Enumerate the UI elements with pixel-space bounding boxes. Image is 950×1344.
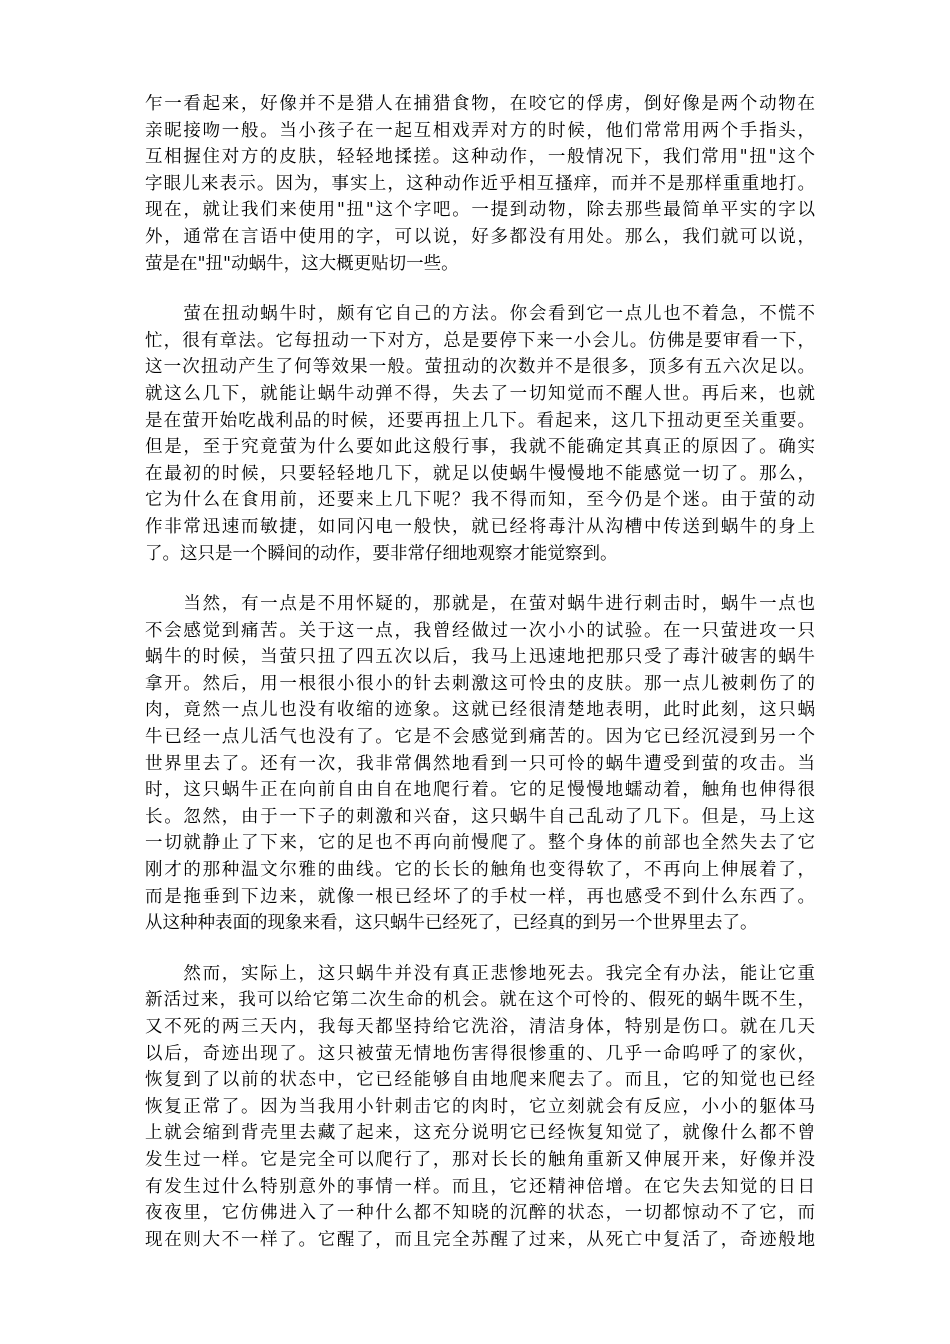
text-line: 以后，奇迹出现了。这只被萤无情地伤害得很惨重的、几乎一命呜呼了的家伙， <box>145 1043 815 1064</box>
document-page <box>145 91 815 1253</box>
text-line: 拿开。然后，用一根很小很小的针去刺激这可怜虫的皮肤。那一点儿被刺伤了的 <box>145 673 815 694</box>
text-line: 它为什么在食用前，还要来上几下呢？我不得而知，至今仍是个迷。由于萤的动 <box>145 490 815 511</box>
text-line: 了。这只是一个瞬间的动作，要非常仔细地观察才能觉察到。 <box>145 543 618 564</box>
paragraph-gap <box>145 277 815 301</box>
text-line: 长。忽然，由于一下子的刺激和兴奋，这只蜗牛自己乱动了几下。但是，马上这 <box>145 806 815 827</box>
text-line: 恢复到了以前的状态中，它已经能够自由地爬来爬去了。而且，它的知觉也已经 <box>145 1070 815 1091</box>
text-line: 新活过来，我可以给它第二次生命的机会。就在这个可怜的、假死的蜗牛既不生， <box>145 990 815 1011</box>
text-line: 但是，至于究竟萤为什么要如此这般行事，我就不能确定其真正的原因了。确实 <box>145 437 815 458</box>
text-line: 世界里去了。还有一次，我非常偶然地看到一只可怜的蜗牛遭受到萤的攻击。当 <box>145 753 815 774</box>
text-line: 然而，实际上，这只蜗牛并没有真正悲惨地死去。我完全有办法，能让它重 <box>145 963 815 984</box>
text-line: 发生过一样。它是完全可以爬行了，那对长长的触角重新又伸展开来，好像并没 <box>145 1149 815 1170</box>
text-line: 在最初的时候，只要轻轻地几下，就足以使蜗牛慢慢地不能感觉一切了。那么， <box>145 463 815 484</box>
paragraph-gap <box>145 567 815 591</box>
text-line: 从这种种表面的现象来看，这只蜗牛已经死了，已经真的到另一个世界里去了。 <box>145 913 758 934</box>
text-line: 萤在扭动蜗牛时，颇有它自己的方法。你会看到它一点儿也不着急，不慌不 <box>145 304 815 325</box>
text-line: 肉，竟然一点儿也没有收缩的迹象。这就已经很清楚地表明，此时此刻，这只蜗 <box>145 700 815 721</box>
text-line: 现在则大不一样了。它醒了，而且完全苏醒了过来，从死亡中复活了，奇迹般地 <box>145 1229 815 1250</box>
paragraph-2 <box>145 301 815 567</box>
text-line: 字眼儿来表示。因为，事实上，这种动作近乎相互搔痒，而并不是那样重重地打。 <box>145 173 815 194</box>
text-line: 夜夜里，它仿佛进入了一种什么都不知晓的沉醉的状态，一切都惊动不了它，而 <box>145 1203 815 1224</box>
paragraph-3 <box>145 591 815 937</box>
text-line: 亲昵接吻一般。当小孩子在一起互相戏弄对方的时候，他们常常用两个手指头， <box>145 120 815 141</box>
text-line: 互相握住对方的皮肤，轻轻地揉搓。这种动作，一般情况下，我们常用"扭"这个 <box>145 147 815 168</box>
text-line: 又不死的两三天内，我每天都坚持给它洗浴，清洁身体，特别是伤口。就在几天 <box>145 1017 815 1037</box>
text-line: 一切就静止了下来，它的足也不再向前慢爬了。整个身体的前部也全然失去了它 <box>145 833 815 854</box>
text-line: 不会感觉到痛苦。关于这一点，我曾经做过一次小小的试验。在一只萤进攻一只 <box>145 620 815 641</box>
text-line: 就这么几下，就能让蜗牛动弹不得，失去了一切知觉而不醒人世。再后来，也就 <box>145 383 815 404</box>
text-line: 蜗牛的时候，当萤只扭了四五次以后，我马上迅速地把那只受了毒汁破害的蜗牛 <box>145 647 815 668</box>
text-line: 萤是在"扭"动蜗牛，这大概更贴切一些。 <box>145 253 459 274</box>
text-line: 上就会缩到背壳里去藏了起来，这充分说明它已经恢复知觉了，就像什么都不曾 <box>145 1123 815 1144</box>
text-line: 作非常迅速而敏捷，如同闪电一般快，就已经将毒汁从沟槽中传送到蜗牛的身上 <box>145 516 815 537</box>
text-line: 恢复正常了。因为当我用小针刺击它的肉时，它立刻就会有反应，小小的躯体马 <box>145 1096 815 1117</box>
text-line: 现在，就让我们来使用"扭"这个字吧。一提到动物，除去那些最简单平实的字以 <box>145 200 815 221</box>
text-line: 牛已经一点儿活气也没有了。它是不会感觉到痛苦的。因为它已经沉浸到另一个 <box>145 727 815 748</box>
paragraph-1 <box>145 91 815 277</box>
text-line: 有发生过什么特别意外的事情一样。而且，它还精神倍增。在它失去知觉的日日 <box>145 1176 815 1197</box>
text-line: 而是拖垂到下边来，就像一根已经坏了的手杖一样，再也感受不到什么东西了。 <box>145 886 815 907</box>
text-line: 是在萤开始吃战利品的时候，还要再扭上几下。看起来，这几下扭动更至关重要。 <box>145 410 815 431</box>
text-line: 时，这只蜗牛正在向前自由自在地爬行着。它的足慢慢地蠕动着，触角也伸得很 <box>145 780 815 801</box>
text-line: 这一次扭动产生了何等效果一般。萤扭动的次数并不是很多，顶多有五六次足以。 <box>145 357 815 378</box>
text-line: 当然，有一点是不用怀疑的，那就是，在萤对蜗牛进行刺击时，蜗牛一点也 <box>145 594 815 615</box>
text-line: 外，通常在言语中使用的字，可以说，好多都没有用处。那么，我们就可以说， <box>145 226 815 247</box>
text-line: 乍一看起来，好像并不是猎人在捕猎食物，在咬它的俘虏，倒好像是两个动物在 <box>145 94 815 114</box>
text-line: 忙，很有章法。它每扭动一下对方，总是要停下来一小会儿。仿佛是要审看一下， <box>145 330 815 351</box>
text-line: 刚才的那种温文尔雅的曲线。它的长长的触角也变得软了，不再向上伸展着了， <box>145 860 815 881</box>
paragraph-4 <box>145 961 815 1254</box>
paragraph-gap <box>145 937 815 961</box>
